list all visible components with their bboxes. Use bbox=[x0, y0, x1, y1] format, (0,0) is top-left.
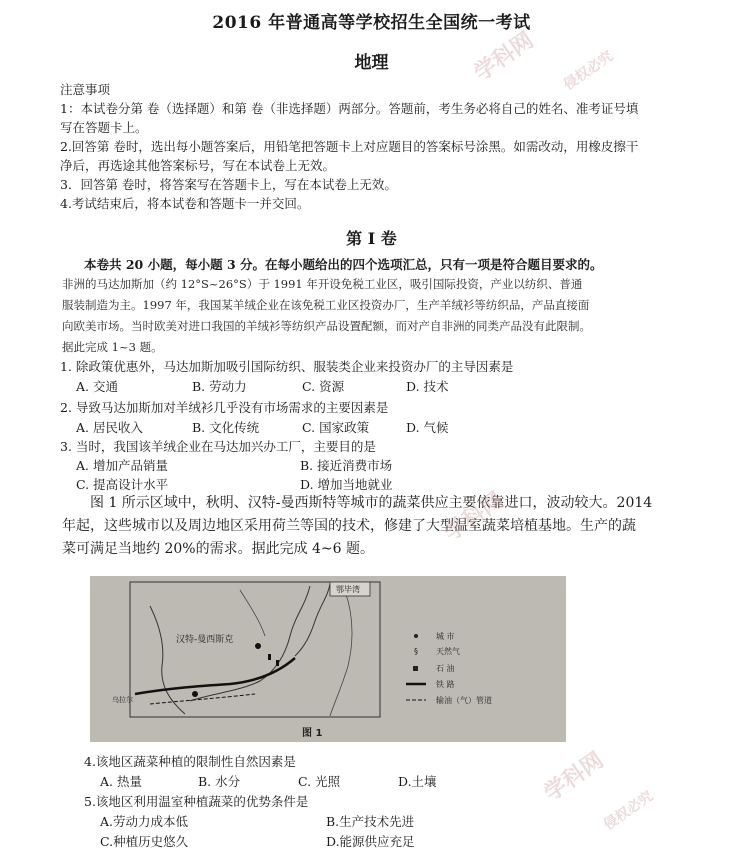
question-2-option-c: C. 国家政策 bbox=[302, 420, 370, 435]
legend-pipe-text: 输油（气）管道 bbox=[436, 696, 492, 705]
section-instruction: 本卷共 20 小题，每小题 3 分。在每小题给出的四个选项汇总，只有一项是符合题目要求的。 bbox=[84, 257, 603, 272]
passage1-line-3: 向欧美市场。当时欧美对进口我国的羊绒衫等纺织产品设置配额，而对产自非洲的同类产品没有此限制。 bbox=[62, 319, 591, 333]
watermark-mid: 学科网 bbox=[439, 487, 509, 547]
oil-marker-2 bbox=[276, 660, 279, 666]
notes-line-4: 4.考试结束后，将本试卷和答题卡一并交回。 bbox=[60, 196, 310, 211]
subject-title: 地理 bbox=[354, 53, 389, 73]
passage-tyumen bbox=[62, 492, 692, 561]
map-region-label: 乌拉尔 bbox=[112, 696, 133, 704]
question-5-option-a: A.劳动力成本低 bbox=[100, 814, 189, 829]
legend-gas-text: 天然气 bbox=[436, 647, 460, 656]
question-2-option-b: B. 文化传统 bbox=[192, 420, 260, 435]
exam-title: 2016 年普通高等学校招生全国统一考试 bbox=[212, 13, 531, 33]
question-4-option-b: B. 水分 bbox=[198, 774, 241, 789]
question-3-stem: 3. 当时，我国该羊绒企业在马达加兴办工厂，主要目的是 bbox=[60, 439, 376, 454]
question-2-stem: 2. 导致马达加斯加对羊绒衫几乎没有市场需求的主要因素是 bbox=[60, 400, 389, 415]
watermark-top: 学科网 bbox=[469, 27, 539, 87]
question-5-option-d: D.能源供应充足 bbox=[326, 834, 415, 849]
question-5-option-b: B.生产技术先进 bbox=[326, 814, 415, 829]
question-4-option-d: D.土壤 bbox=[398, 774, 437, 789]
question-2-option-a: A. 居民收入 bbox=[76, 420, 143, 435]
legend-oil-text: 石 油 bbox=[436, 664, 455, 673]
notes-line-1: 1：本试卷分第 卷（选择题）和第 卷（非选择题）两部分。答题前，考生务必将自己的姓名、准考证号填 bbox=[60, 101, 639, 116]
notes-heading: 注意事项 bbox=[60, 82, 111, 97]
question-1-option-d: D. 技术 bbox=[406, 379, 449, 394]
section-title: 第 I 卷 bbox=[346, 229, 397, 248]
passage1-line-2: 服装制造为主。1997 年，我国某羊绒企业在该免税工业区投资办厂，生产羊绒衫等纺织品，产品直接面 bbox=[62, 298, 590, 312]
city-tyumen bbox=[192, 691, 198, 697]
question-4-option-c: C. 光照 bbox=[298, 774, 341, 789]
map-city-label: 汉特-曼西斯克 bbox=[176, 635, 234, 645]
legend-gas-symbol: § bbox=[414, 647, 418, 656]
question-4-stem: 4.该地区蔬菜种植的限制性自然因素是 bbox=[84, 754, 296, 769]
notes-line-2: 2.回答第 卷时，选出每小题答案后，用铅笔把答题卡上对应题目的答案标号涂黑。如需改动，用橡皮擦干 bbox=[60, 139, 639, 154]
legend-oil-symbol bbox=[413, 666, 418, 671]
passage-madagascar bbox=[62, 274, 682, 358]
question-2-option-d: D. 气候 bbox=[406, 420, 449, 435]
question-1-option-b: B. 劳动力 bbox=[192, 379, 247, 394]
passage2-line-1: 图 1 所示区域中，秋明、汉特-曼西斯特等城市的蔬菜供应主要依靠进口，波动较大。2014 bbox=[90, 495, 653, 511]
watermark-bottom-2: 侵权必究 bbox=[601, 788, 657, 834]
question-5-option-c: C.种植历史悠久 bbox=[100, 834, 189, 849]
question-3-option-c: C. 提高设计水平 bbox=[76, 477, 169, 492]
notes-line-2b: 净后，再选途其他答案标号，写在本试卷上无效。 bbox=[60, 158, 336, 173]
question-1-option-a: A. 交通 bbox=[76, 379, 118, 394]
city-khanty-mansiysk bbox=[255, 643, 261, 649]
oil-marker-1 bbox=[268, 654, 271, 660]
exam-notes bbox=[60, 80, 690, 213]
question-1-option-c: C. 资源 bbox=[302, 379, 345, 394]
question-3-option-b: B. 接近消费市场 bbox=[300, 458, 393, 473]
map-drawing bbox=[90, 576, 566, 742]
notes-line-1b: 写在答题卡上。 bbox=[60, 120, 148, 135]
map-inset-label: 鄂毕湾 bbox=[336, 585, 360, 594]
figure-1-map bbox=[90, 576, 566, 742]
legend-rail-text: 铁 路 bbox=[436, 680, 455, 689]
passage2-line-3: 菜可满足当地约 20%的需求。据此完成 4~6 题。 bbox=[62, 541, 375, 557]
figure-label: 图 1 bbox=[302, 728, 323, 739]
question-4-option-a: A. 热量 bbox=[100, 774, 142, 789]
passage1-line-4: 据此完成 1~3 题。 bbox=[62, 340, 163, 354]
legend-city-symbol bbox=[414, 634, 418, 638]
watermark-top-2: 侵权必究 bbox=[561, 48, 617, 94]
passage2-line-2: 年起，这些城市以及周边地区采用荷兰等国的技术，修建了大型温室蔬菜培植基地。生产的蔬 bbox=[62, 518, 636, 534]
question-3-option-d: D. 增加当地就业 bbox=[300, 477, 393, 492]
watermark-bottom: 学科网 bbox=[539, 747, 609, 807]
legend-city-text: 城 市 bbox=[436, 632, 455, 641]
question-5-stem: 5.该地区利用温室种植蔬菜的优势条件是 bbox=[84, 794, 309, 809]
notes-line-3: 3．回答第 卷时，将答案写在答题卡上，写在本试卷上无效。 bbox=[60, 177, 397, 192]
passage1-line-1: 非洲的马达加斯加（约 12°S~26°S）于 1991 年开设免税工业区，吸引国际投资，产业以纺织、普通 bbox=[62, 277, 583, 291]
question-3-option-a: A. 增加产品销量 bbox=[76, 458, 168, 473]
question-1-stem: 1. 除政策优惠外，马达加斯加吸引国际纺织、服装类企业来投资办厂的主导因素是 bbox=[60, 359, 514, 374]
